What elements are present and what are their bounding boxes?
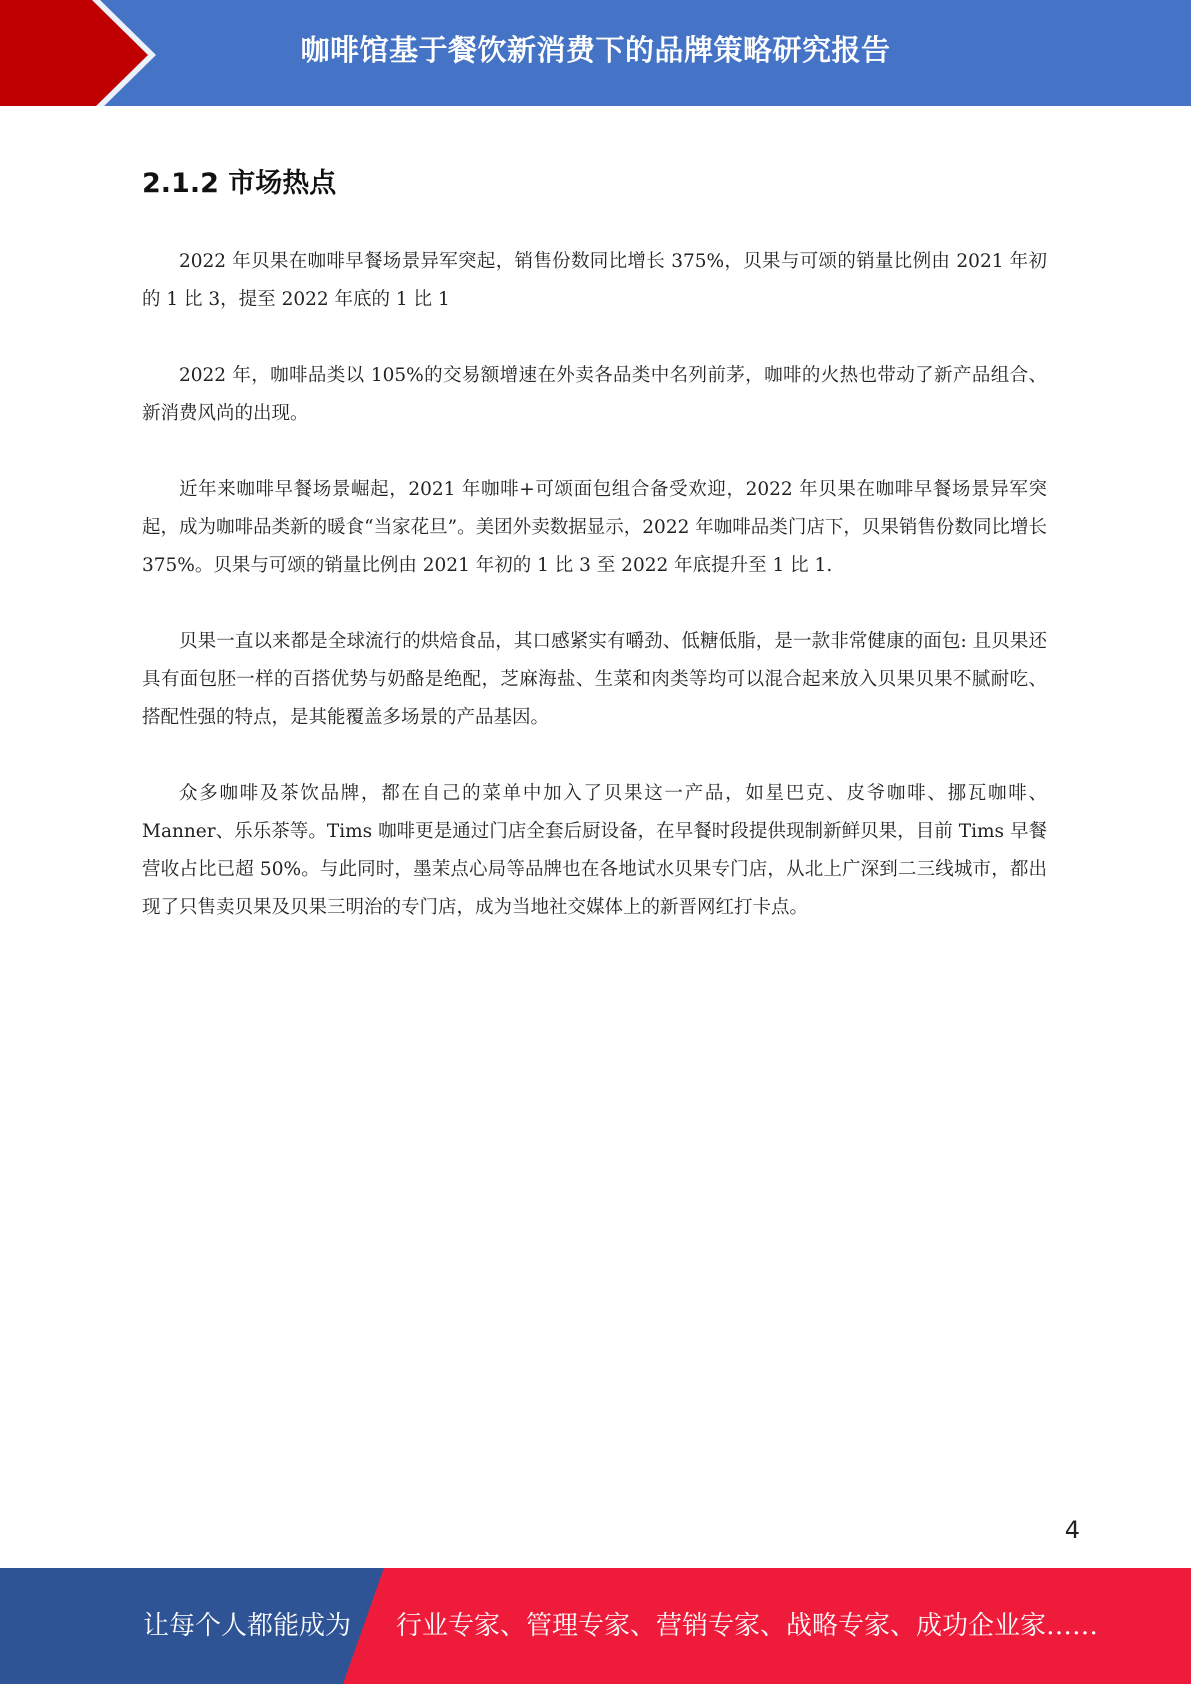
main-content (142, 166, 1047, 965)
paragraph-4: 贝果一直以来都是全球流行的烘焙食品，其口感紧实有嚼劲、低糖低脂，是一款非常健康的面包: 且贝果还具有面包胚一样的百搭优势与奶酪是绝配，芝麻海盐、生菜和肉类等均可以混合起来放入贝果贝果不腻耐吃、搭配性强的特点，是其能覆盖多场景的产品基因。 (142, 631, 1047, 729)
footer-slogan-left: 让每个人都能成为 (143, 1611, 352, 1641)
header-bottom-gap (0, 106, 1191, 110)
footer-slogan-right: 行业专家、管理专家、营销专家、战略专家、成功企业家…… (396, 1611, 1099, 1641)
page-number: 4 (1064, 1516, 1080, 1544)
page-header (0, 0, 1191, 110)
section-title: 2.1.2 市场热点 (142, 168, 337, 199)
paragraph-3: 近年来咖啡早餐场景崛起，2021 年咖啡+可颂面包组合备受欢迎，2022 年贝果在咖啡早餐场景异军突起，成为咖啡品类新的暖食“当家花旦”。美团外卖数据显示，2022 年咖啡品类门店下，贝果销售份数同比增长 375%。贝果与可颂的销量比例由 2021 年初的 1 比 3 至 2022 年底提升至 1 比 1. (142, 479, 1047, 577)
paragraph-1: 2022 年贝果在咖啡早餐场景异军突起，销售份数同比增长 375%，贝果与可颂的销量比例由 2021 年初的 1 比 3，提至 2022 年底的 1 比 1 (142, 251, 1047, 311)
header-title: 咖啡馆基于餐饮新消费下的品牌策略研究报告 (300, 33, 891, 67)
paragraph-5: 众多咖啡及茶饮品牌，都在自己的菜单中加入了贝果这一产品，如星巴克、皮爷咖啡、挪瓦咖啡、Manner、乐乐茶等。Tims 咖啡更是通过门店全套后厨设备，在早餐时段提供现制新鲜贝果，目前 Tims 早餐营收占比已超 50%。与此同时，墨茉点心局等品牌也在各地试水贝果专门店，从北上广深到二三线城市，都出现了只售卖贝果及贝果三明治的专门店，成为当地社交媒体上的新晋网红打卡点。 (142, 783, 1047, 919)
paragraph-2: 2022 年，咖啡品类以 105%的交易额增速在外卖各品类中名列前茅，咖啡的火热也带动了新产品组合、新消费风尚的出现。 (142, 365, 1047, 425)
page-footer (0, 1568, 1191, 1684)
